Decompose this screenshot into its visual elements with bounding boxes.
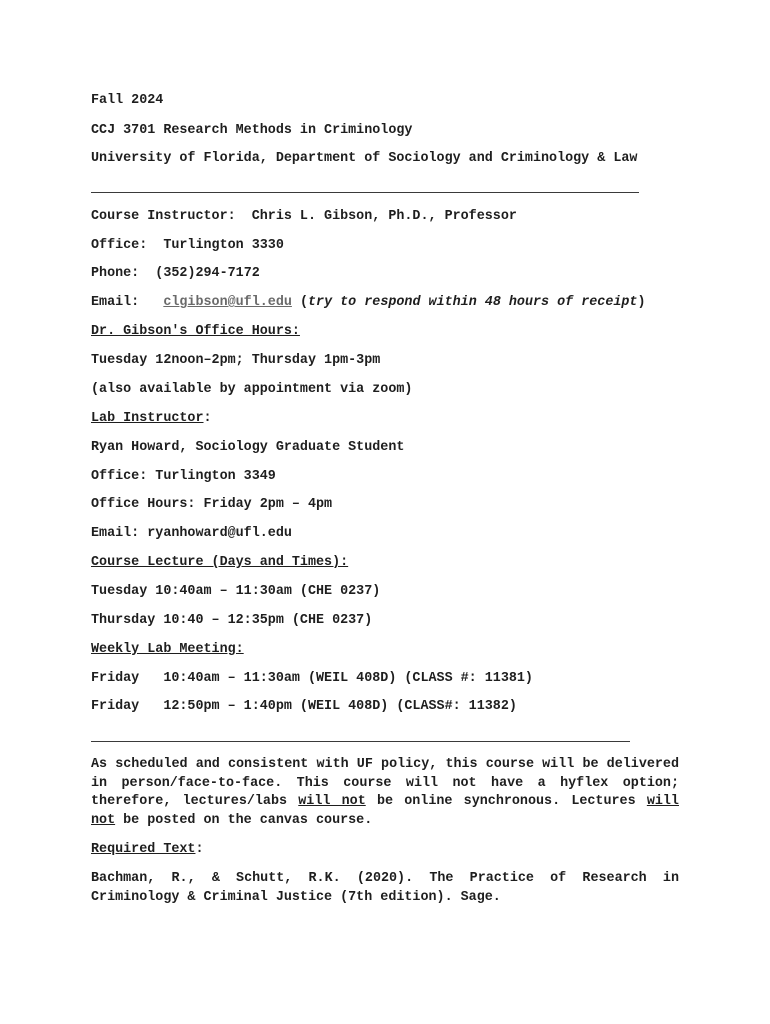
instructor-line bbox=[91, 209, 517, 225]
lab-instructor-name: Ryan Howard, Sociology Graduate Student bbox=[91, 440, 405, 455]
university-line: University of Florida, Department of Sociology and Criminology & Law bbox=[91, 151, 638, 166]
office-hours: Tuesday 12noon–2pm; Thursday 1pm-3pm bbox=[91, 353, 381, 368]
instructor-office bbox=[91, 238, 284, 254]
lecture-heading: Course Lecture (Days and Times): bbox=[91, 555, 349, 570]
policy-paragraph: As scheduled and consistent with UF policy, this course will be delivered in person/face-to-face. This course will not have a hyflex option; therefore, lectures/labs will not be online synchronous. Lectures will not be posted on the canvas course. bbox=[91, 757, 679, 828]
instructor-name: Chris L. Gibson, Ph.D., Professor bbox=[251, 209, 517, 224]
lab-session-1: Friday 10:40am – 11:30am (WEIL 408D) (CLASS #: 11381) bbox=[91, 671, 533, 686]
lab-heading-text: Lab Instructor bbox=[91, 411, 204, 426]
office-value: Turlington 3330 bbox=[163, 238, 284, 253]
lecture-tuesday: Tuesday 10:40am – 11:30am (CHE 0237) bbox=[91, 584, 381, 599]
lab-instructor-heading: Lab Instructor: bbox=[91, 411, 212, 426]
lab-session-2: Friday 12:50pm – 1:40pm (WEIL 408D) (CLASS#: 11382) bbox=[91, 699, 517, 714]
lab-email: Email: ryanhoward@ufl.edu bbox=[91, 526, 292, 541]
email-label: Email: bbox=[91, 295, 164, 310]
lab-office-hours: Office Hours: Friday 2pm – 4pm bbox=[91, 497, 333, 512]
email-link[interactable]: clgibson@ufl.edu bbox=[163, 295, 292, 310]
office-hours-note: (also available by appointment via zoom) bbox=[91, 382, 413, 397]
required-text-label: Required Text bbox=[91, 842, 196, 857]
term: Fall 2024 bbox=[91, 93, 164, 108]
lab-meeting-heading: Weekly Lab Meeting: bbox=[91, 642, 244, 657]
course-title: CCJ 3701 Research Methods in Criminology bbox=[91, 123, 413, 138]
emphasis-will-not-1: will not bbox=[298, 794, 366, 809]
phone-label: Phone: bbox=[91, 266, 156, 281]
required-text-heading: Required Text: bbox=[91, 842, 204, 857]
divider-top bbox=[91, 192, 639, 193]
office-hours-heading: Dr. Gibson's Office Hours: bbox=[91, 324, 300, 339]
divider-bottom bbox=[91, 741, 630, 742]
instructor-email: Email: clgibson@ufl.edu (try to respond within 48 hours of receipt) bbox=[91, 295, 646, 310]
lecture-thursday: Thursday 10:40 – 12:35pm (CHE 0237) bbox=[91, 613, 373, 628]
instructor-phone bbox=[91, 266, 260, 282]
instructor-label: Course Instructor: bbox=[91, 209, 252, 224]
required-text-citation: Bachman, R., & Schutt, R.K. (2020). The Practice of Research in Criminology & Criminal Justice (7th edition). Sage. bbox=[91, 871, 679, 905]
email-note: try to respond within 48 hours of receipt bbox=[308, 295, 638, 310]
emphasis-will-not-2: will not bbox=[91, 794, 679, 828]
lab-office: Office: Turlington 3349 bbox=[91, 469, 276, 484]
office-label: Office: bbox=[91, 238, 164, 253]
phone-value: (352)294-7172 bbox=[155, 266, 260, 281]
